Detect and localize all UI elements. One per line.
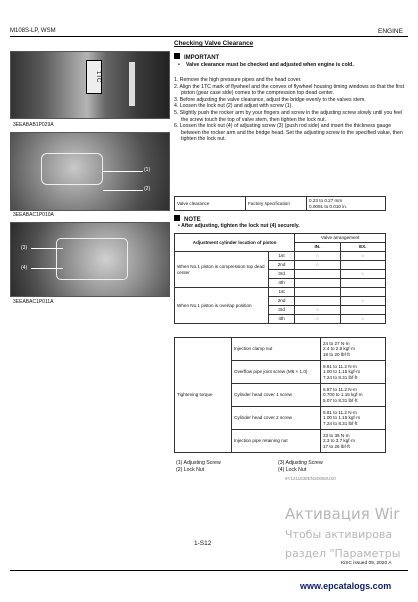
- procedure-steps: [174, 77, 406, 143]
- important-label: [174, 53, 219, 61]
- note-label-text: NOTE: [184, 217, 201, 223]
- ex-cell: ☆: [340, 270, 385, 279]
- page-number: 1-S12: [194, 540, 212, 547]
- spec-value: 0.23 to 0.27 mm 0.0091 to 0.010 in.: [307, 197, 386, 211]
- bullet-icon: •: [178, 62, 180, 68]
- step-4: 4. Loosen the lock nut (2) and adjust with screw (1).: [174, 103, 293, 110]
- cylinder-cell: 3rd: [268, 270, 294, 279]
- torque-label: Tightening torque: [175, 338, 232, 453]
- in-cell: ☆: [295, 261, 340, 270]
- step-5: 5. Slightly push the rocker arm by your fingers and screw in the adjusting screw slowly until you feel the screw touch the top of valve stem, then tighten the lock nut.: [174, 109, 403, 123]
- legend-item: (4) Lock Nut: [278, 467, 307, 473]
- leader-line: [31, 268, 63, 269]
- manual-code: M108S-LP, WSM: [10, 28, 56, 34]
- legend-item: (3) Adjusting Screw: [278, 460, 323, 466]
- leader-line: [31, 248, 63, 249]
- legend-item: (2) Lock Nut: [176, 467, 205, 473]
- bullet-icon: •: [178, 223, 182, 229]
- photo-caption: 3EEABAC1P010A: [13, 212, 54, 218]
- ex-cell: ☆: [340, 315, 385, 324]
- document-code: 9Y1211638ENS0050US0: [285, 476, 336, 481]
- photo-detail: [41, 153, 103, 185]
- in-cell: [295, 288, 340, 297]
- step-2: 2. Align the 1TC mark of flywheel and the convex of flywheel housing timing windows so that the first piston (gear case side) comes to the compression top dead center.: [174, 83, 405, 97]
- ex-cell: [340, 261, 385, 270]
- spec-type: Factory specification: [246, 197, 307, 211]
- step-6: 6. Loosen the lock nut (4) of adjusting screw (3) (push rod side) and insert the thickness gauge between the rocker arm and the bridge head. Set the adjusting screw to the specified value, then tighten the lock nut.: [174, 123, 403, 143]
- cylinder-cell: 1st: [268, 288, 294, 297]
- header-rule: [10, 36, 408, 37]
- in-cell: ☆: [295, 252, 340, 261]
- in-cell: ☆: [295, 306, 340, 315]
- torque-item: Injection clamp nut: [232, 338, 321, 361]
- callout-4: (4): [21, 265, 28, 271]
- torque-item: Injection pipe retaining nut: [232, 430, 321, 453]
- cylinder-cell: 1st: [268, 252, 294, 261]
- important-label-text: IMPORTANT: [184, 55, 220, 61]
- cylinder-cell: 4th: [268, 315, 294, 324]
- callout-2: (2): [144, 186, 151, 192]
- table-header: Adjustment cylinder location of piston: [175, 234, 295, 252]
- photo-caption: 3EEABAC1P011A: [13, 299, 54, 305]
- row-group-label: When No.1 piston is compression top dead center: [175, 252, 269, 288]
- note-bullet: [178, 223, 300, 230]
- note-label: [174, 215, 201, 223]
- in-cell: ☆: [295, 315, 340, 324]
- torque-value: 6.87 to 11.2 N·m 0.700 to 1.15 kgf·m 5.07 to 8.31 lbf·ft: [321, 384, 386, 407]
- ex-cell: [340, 279, 385, 288]
- cylinder-cell: 4th: [268, 279, 294, 288]
- in-cell: [295, 270, 340, 279]
- site-link[interactable]: www.epcatalogs.com: [300, 581, 392, 591]
- photo-caption: 3EEABAB1P029A: [13, 122, 54, 128]
- in-cell: [295, 279, 340, 288]
- 1tc-mark-label: 1TC: [86, 60, 102, 94]
- ex-cell: ☆: [340, 252, 385, 261]
- step-3: 3. Before adjusting the valve clearance, adjust the bridge evenly to the valves stem.: [174, 96, 366, 103]
- section-title: Checking Valve Clearance: [174, 40, 254, 47]
- spec-label: Valve clearance: [175, 197, 246, 211]
- ex-cell: [340, 288, 385, 297]
- important-bullet: [178, 62, 406, 69]
- cylinder-cell: 2nd: [268, 261, 294, 270]
- legend-item: (1) Adjusting Screw: [176, 460, 221, 466]
- leader-line: [103, 171, 143, 172]
- ex-cell: [340, 306, 385, 315]
- tightening-torque-table: [174, 337, 386, 453]
- push-rod-photo: [10, 222, 170, 297]
- in-cell: [295, 297, 340, 306]
- section-name: ENGINE: [378, 28, 403, 35]
- torque-item: Cylinder head cover 1 screw: [232, 384, 321, 407]
- callout-3: (3): [21, 245, 28, 251]
- torque-value: 9.81 to 11.2 N·m 1.00 to 1.15 kgf·m 7.24 to 8.31 lbf·ft: [321, 361, 386, 384]
- table-header: Valve arrangement: [295, 234, 386, 243]
- footer-rule: [10, 570, 408, 571]
- column-header-in: IN.: [295, 243, 340, 252]
- watermark-line: Чтобы активирова: [285, 528, 393, 541]
- photo-highlight: [129, 62, 135, 106]
- rocker-arm-photo: [10, 132, 170, 211]
- torque-value: 23 to 36 N·m 2.3 to 3.7 kgf·m 17 to 26 lbf·ft: [321, 430, 386, 453]
- watermark-line: раздел "Параметры: [285, 547, 401, 560]
- torque-value: 24 to 27 N·m 2.4 to 2.8 kgf·m 18 to 20 lbf·ft: [321, 338, 386, 361]
- torque-item: Cylinder head cover 2 screw: [232, 407, 321, 430]
- issued-date: KiSC issued 09, 2020 A: [341, 561, 392, 566]
- callout-1: (1): [144, 167, 151, 173]
- photo-detail: [56, 238, 128, 280]
- important-bullet-text: Valve clearance must be checked and adjusted when engine is cold.: [186, 62, 354, 68]
- torque-item: Overflow pipe joint screw (M6 × 1.0): [232, 361, 321, 384]
- step-1: 1. Remove the high pressure pipes and the head cover.: [174, 77, 302, 83]
- torque-value: 9.81 to 11.2 N·m 1.00 to 1.15 kgf·m 7.24 to 8.31 lbf·ft: [321, 407, 386, 430]
- leader-line: [103, 190, 143, 191]
- important-marker-icon: [174, 53, 180, 59]
- row-group-label: When No.1 piston is overlap position: [175, 288, 269, 324]
- cylinder-cell: 2nd: [268, 297, 294, 306]
- watermark-line: Активация Wir: [285, 505, 400, 523]
- cylinder-cell: 3rd: [268, 306, 294, 315]
- valve-clearance-spec-table: [174, 196, 386, 211]
- flywheel-photo: [10, 51, 170, 119]
- ex-cell: ☆: [340, 297, 385, 306]
- note-marker-icon: [174, 215, 180, 221]
- valve-arrangement-table: [174, 233, 386, 324]
- note-bullet-text: After adjusting, tighten the lock nut (4) securely.: [181, 223, 300, 229]
- column-header-ex: EX.: [340, 243, 385, 252]
